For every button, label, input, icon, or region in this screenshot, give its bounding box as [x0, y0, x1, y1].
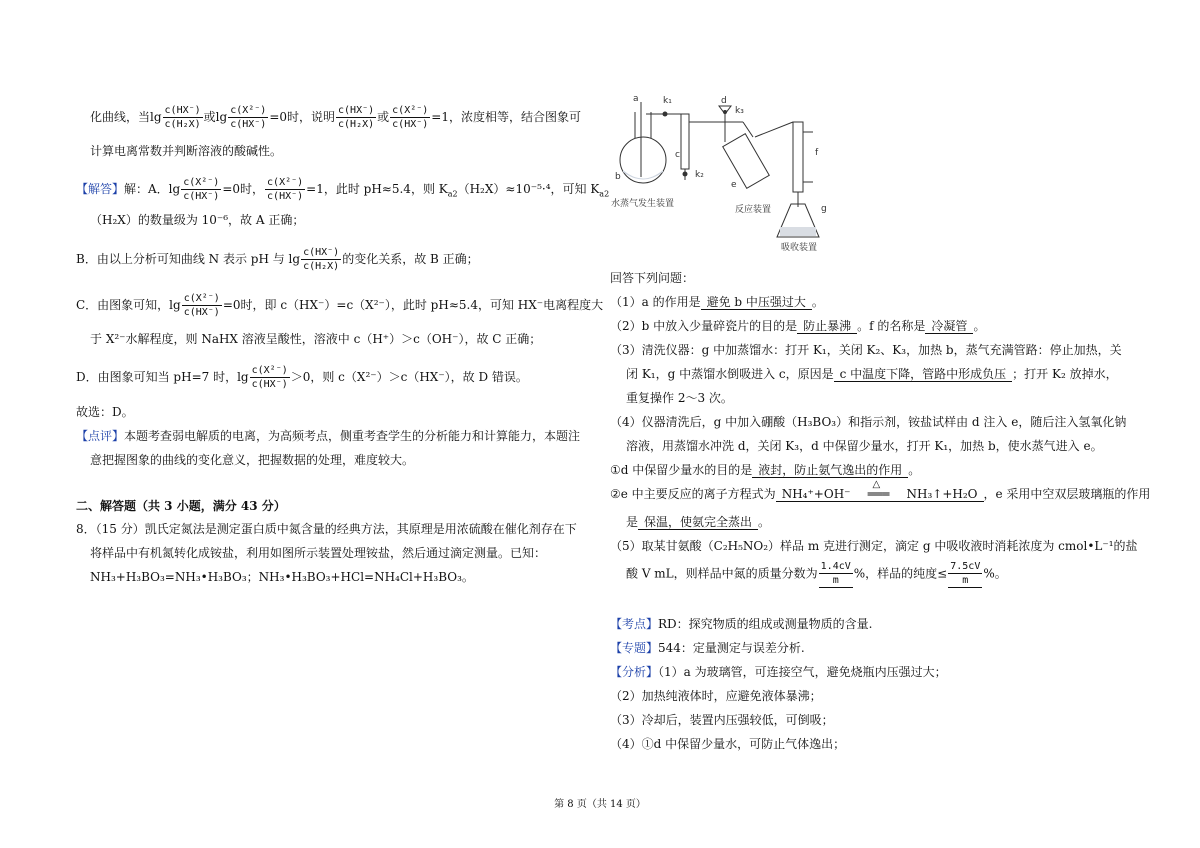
right-q4-2: 溶液，用蒸馏水冲洗 d，关闭 K₃，d 中保留少量水，打开 K₁，加热 b，使水蒸气进入 e。: [626, 439, 1103, 453]
answer-blank: NH₄⁺+OH⁻ △ ═══ NH₃↑+H₂O: [776, 487, 984, 502]
answer-line-1: 【解答】解：A．lg $\frac{\text{c(X²⁻)}}{c(HX^-)}$ =0时， $\frac{\text{c(X²⁻)}}{c(HX^-)}$ =1，此时 pH≈5.4，则 $K_{a2}(H_2X)\approx 10^{-5}\cdot^4$，可知 $K_{a2}$: [76, 177, 610, 202]
label-c: c: [675, 150, 680, 160]
answer-blank: 避免 b 中压强过大: [701, 295, 812, 310]
answer-blank: 液封，防止氨气逸出的作用: [752, 463, 908, 478]
answer-blank: 冷凝管: [925, 319, 973, 334]
right-q3-2: 闭 K₁，g 中蒸馏水倒吸进入 c，原因是 c 中温度下降，管路中形成负压 ；打开 K₂ 放掉水，: [626, 367, 1118, 381]
fraction: $\frac{\text{c(X²⁻)}}{c(HX^-)}$: [230, 105, 267, 130]
label-a: a: [633, 94, 639, 104]
right-q4-i: ①d 中保留少量水的目的是 液封，防止氨气逸出的作用 。: [610, 463, 921, 477]
answer-line-d: D．由图象可知当 pH=7 时，lg $\frac{\text{c(X²⁻)}}{c(HX^-)}$ ＞0，则 c（X²⁻）＞c（HX⁻），故 D 错误。: [76, 365, 528, 390]
page-footer: 第 8 页（共 14 页）: [554, 799, 646, 810]
special-line: 【专题】544：定量测定与误差分析.: [610, 641, 805, 655]
caption-reaction: 反应装置: [735, 205, 772, 215]
apparatus-figure: [603, 92, 883, 257]
label-f: f: [815, 148, 819, 158]
label-k3: k₃: [735, 106, 744, 116]
left-line-2: 计算电离常数并判断溶液的酸碱性。: [90, 144, 283, 158]
topic-line: 【考点】RD：探究物质的组成或测量物质的含量.: [610, 617, 873, 631]
fraction: $\frac{\text{c(X²⁻)}}{c(HX^-)}$: [183, 293, 220, 318]
caption-absorb: 吸收装置: [781, 243, 818, 253]
right-q3-3: 重复操作 2～3 次。: [626, 391, 733, 405]
right-q3-1: （3）清洗仪器：g 中加蒸馏水：打开 K₁，关闭 K₂、K₃，加热 b，蒸气充满管路：停止加热，关: [610, 343, 1122, 357]
answer-line-b: B．由以上分析可知曲线 N 表示 pH 与 lg $\frac{c(HX^-)}{\text{c(H₂X)}}$ 的变化关系，故 B 正确；: [76, 247, 479, 272]
right-q5-1: （5）取某甘氨酸（C₂H₅NO₂）样品 m 克进行测定，滴定 g 中吸收液时消耗浓度为 cmol•L⁻¹的盐: [610, 539, 1138, 553]
fraction: $\frac{1.4cV}{m}$: [820, 561, 851, 586]
answer-line-2: （H₂X）的数量级为 10⁻⁶，故 A 正确；: [90, 213, 305, 227]
label-k1: k₁: [663, 96, 672, 106]
question-8-line-3: NH₃+H₃BO₃=NH₃•H₃BO₃；NH₃•H₃BO₃+HCl=NH₄Cl+H₃BO₃。: [90, 570, 474, 584]
topic-tag: 【考点】: [610, 617, 659, 631]
right-q2: （2）b 中放入少量碎瓷片的目的是 防止暴沸 。f 的名称是 冷凝管 。: [610, 319, 986, 333]
right-q5-2: 酸 V mL，则样品中氮的质量分数为 $\frac{1.4cV}{m}$ %，样品的纯度≤ $\frac{7.5cV}{m}$ %。: [626, 561, 1007, 586]
right-q4-ii-2: 是 保温，使氨完全蒸出 。: [626, 515, 771, 529]
fraction: $\frac{\text{c(X²⁻)}}{c(HX^-)}$: [267, 177, 304, 202]
label-g: g: [821, 204, 827, 214]
analysis-line-3: （3）冷却后，装置内压强较低，可倒吸；: [610, 713, 834, 727]
apparatus-diagram: [603, 92, 883, 257]
question-8-line-1: 8．（15 分）凯氏定氮法是测定蛋白质中氮含量的经典方法，其原理是用浓硫酸在催化剂存在下: [76, 522, 577, 536]
fraction: $\frac{\text{c(X²⁻)}}{c(HX^-)}$: [392, 105, 429, 130]
comment-line-1: 【点评】本题考查弱电解质的电离，为高频考点，侧重考查学生的分析能力和计算能力，本题注: [76, 429, 581, 443]
right-line-1: 回答下列问题：: [610, 271, 695, 285]
fraction: $\frac{c(HX^-)}{\text{c(H₂X)}}$: [303, 247, 340, 272]
label-d: d: [721, 96, 727, 106]
left-line-1: 化曲线，当lg $\frac{c(HX^-)}{\text{c(H₂X)}}$ 或lg $\frac{\text{c(X²⁻)}}{c(HX^-)}$ =0时，说明 $\frac{c(HX^-)}{\text{c(H₂X)}}$ 或 $\frac{\text{c(X²⁻)}}{c(HX^-)}$ =1，浓度相等，结合图象可: [90, 105, 581, 130]
label-e: e: [731, 180, 737, 190]
right-q1: （1）a 的作用是 避免 b 中压强过大 。: [610, 295, 824, 309]
label-b: b: [615, 172, 621, 182]
fraction: $\frac{c(HX^-)}{\text{c(H₂X)}}$: [164, 105, 201, 130]
comment-tag: 【点评】: [76, 429, 125, 443]
fraction: $\frac{\text{c(X²⁻)}}{c(HX^-)}$: [183, 177, 220, 202]
analysis-line-2: （2）加热纯液体时，应避免液体暴沸；: [610, 689, 822, 703]
analysis-tag: 【分析】: [610, 665, 659, 679]
answer-line-c: C．由图象可知，lg $\frac{\text{c(X²⁻)}}{c(HX^-)}$ =0时，即 c（HX⁻）=c（X²⁻），此时 pH≈5.4，可知 HX⁻电离程度大: [76, 293, 604, 318]
right-q4-1: （4）仪器清洗后，g 中加入硼酸（H₃BO₃）和指示剂，铵盐试样由 d 注入 e，随后注入氢氧化钠: [610, 415, 1127, 429]
analysis-line-4: （4）①d 中保留少量水，可防止气体逸出；: [610, 737, 846, 751]
answer-tag: 【解答】: [76, 182, 125, 196]
fraction: $\frac{\text{c(X²⁻)}}{c(HX^-)}$: [251, 365, 288, 390]
right-q4-ii: ②e 中主要反应的离子方程式为 NH₄⁺+OH⁻ △ ═══ NH₃↑+H₂O ，e 采用中空双层玻璃瓶的作用: [610, 479, 1151, 501]
label-k2: k₂: [695, 170, 704, 180]
analysis-line-1: 【分析】（1）a 为玻璃管，可连接空气，避免烧瓶内压强过大；: [610, 665, 947, 679]
choice-line: 故选：D。: [76, 405, 134, 419]
section-heading: 二、解答题（共 3 小题，满分 43 分）: [76, 499, 286, 513]
special-tag: 【专题】: [610, 641, 659, 655]
caption-steam: 水蒸气发生装置: [611, 199, 675, 209]
answer-blank: c 中温度下降，管路中形成负压: [834, 367, 1013, 382]
answer-line-c2: 于 X²⁻水解程度，则 NaHX 溶液呈酸性，溶液中 c（H⁺）＞c（OH⁻），故 C 正确；: [90, 332, 542, 346]
comment-line-2: 意把握图象的曲线的变化意义，把握数据的处理，难度较大。: [90, 453, 415, 467]
answer-blank: 防止暴沸: [797, 319, 857, 334]
fraction: $\frac{7.5cV}{m}$: [950, 561, 981, 586]
question-8-line-2: 将样品中有机氮转化成铵盐，利用如图所示装置处理铵盐，然后通过滴定测量。已知：: [90, 546, 547, 560]
answer-blank: 保温，使氨完全蒸出: [638, 515, 758, 530]
fraction: $\frac{c(HX^-)}{\text{c(H₂X)}}$: [338, 105, 375, 130]
